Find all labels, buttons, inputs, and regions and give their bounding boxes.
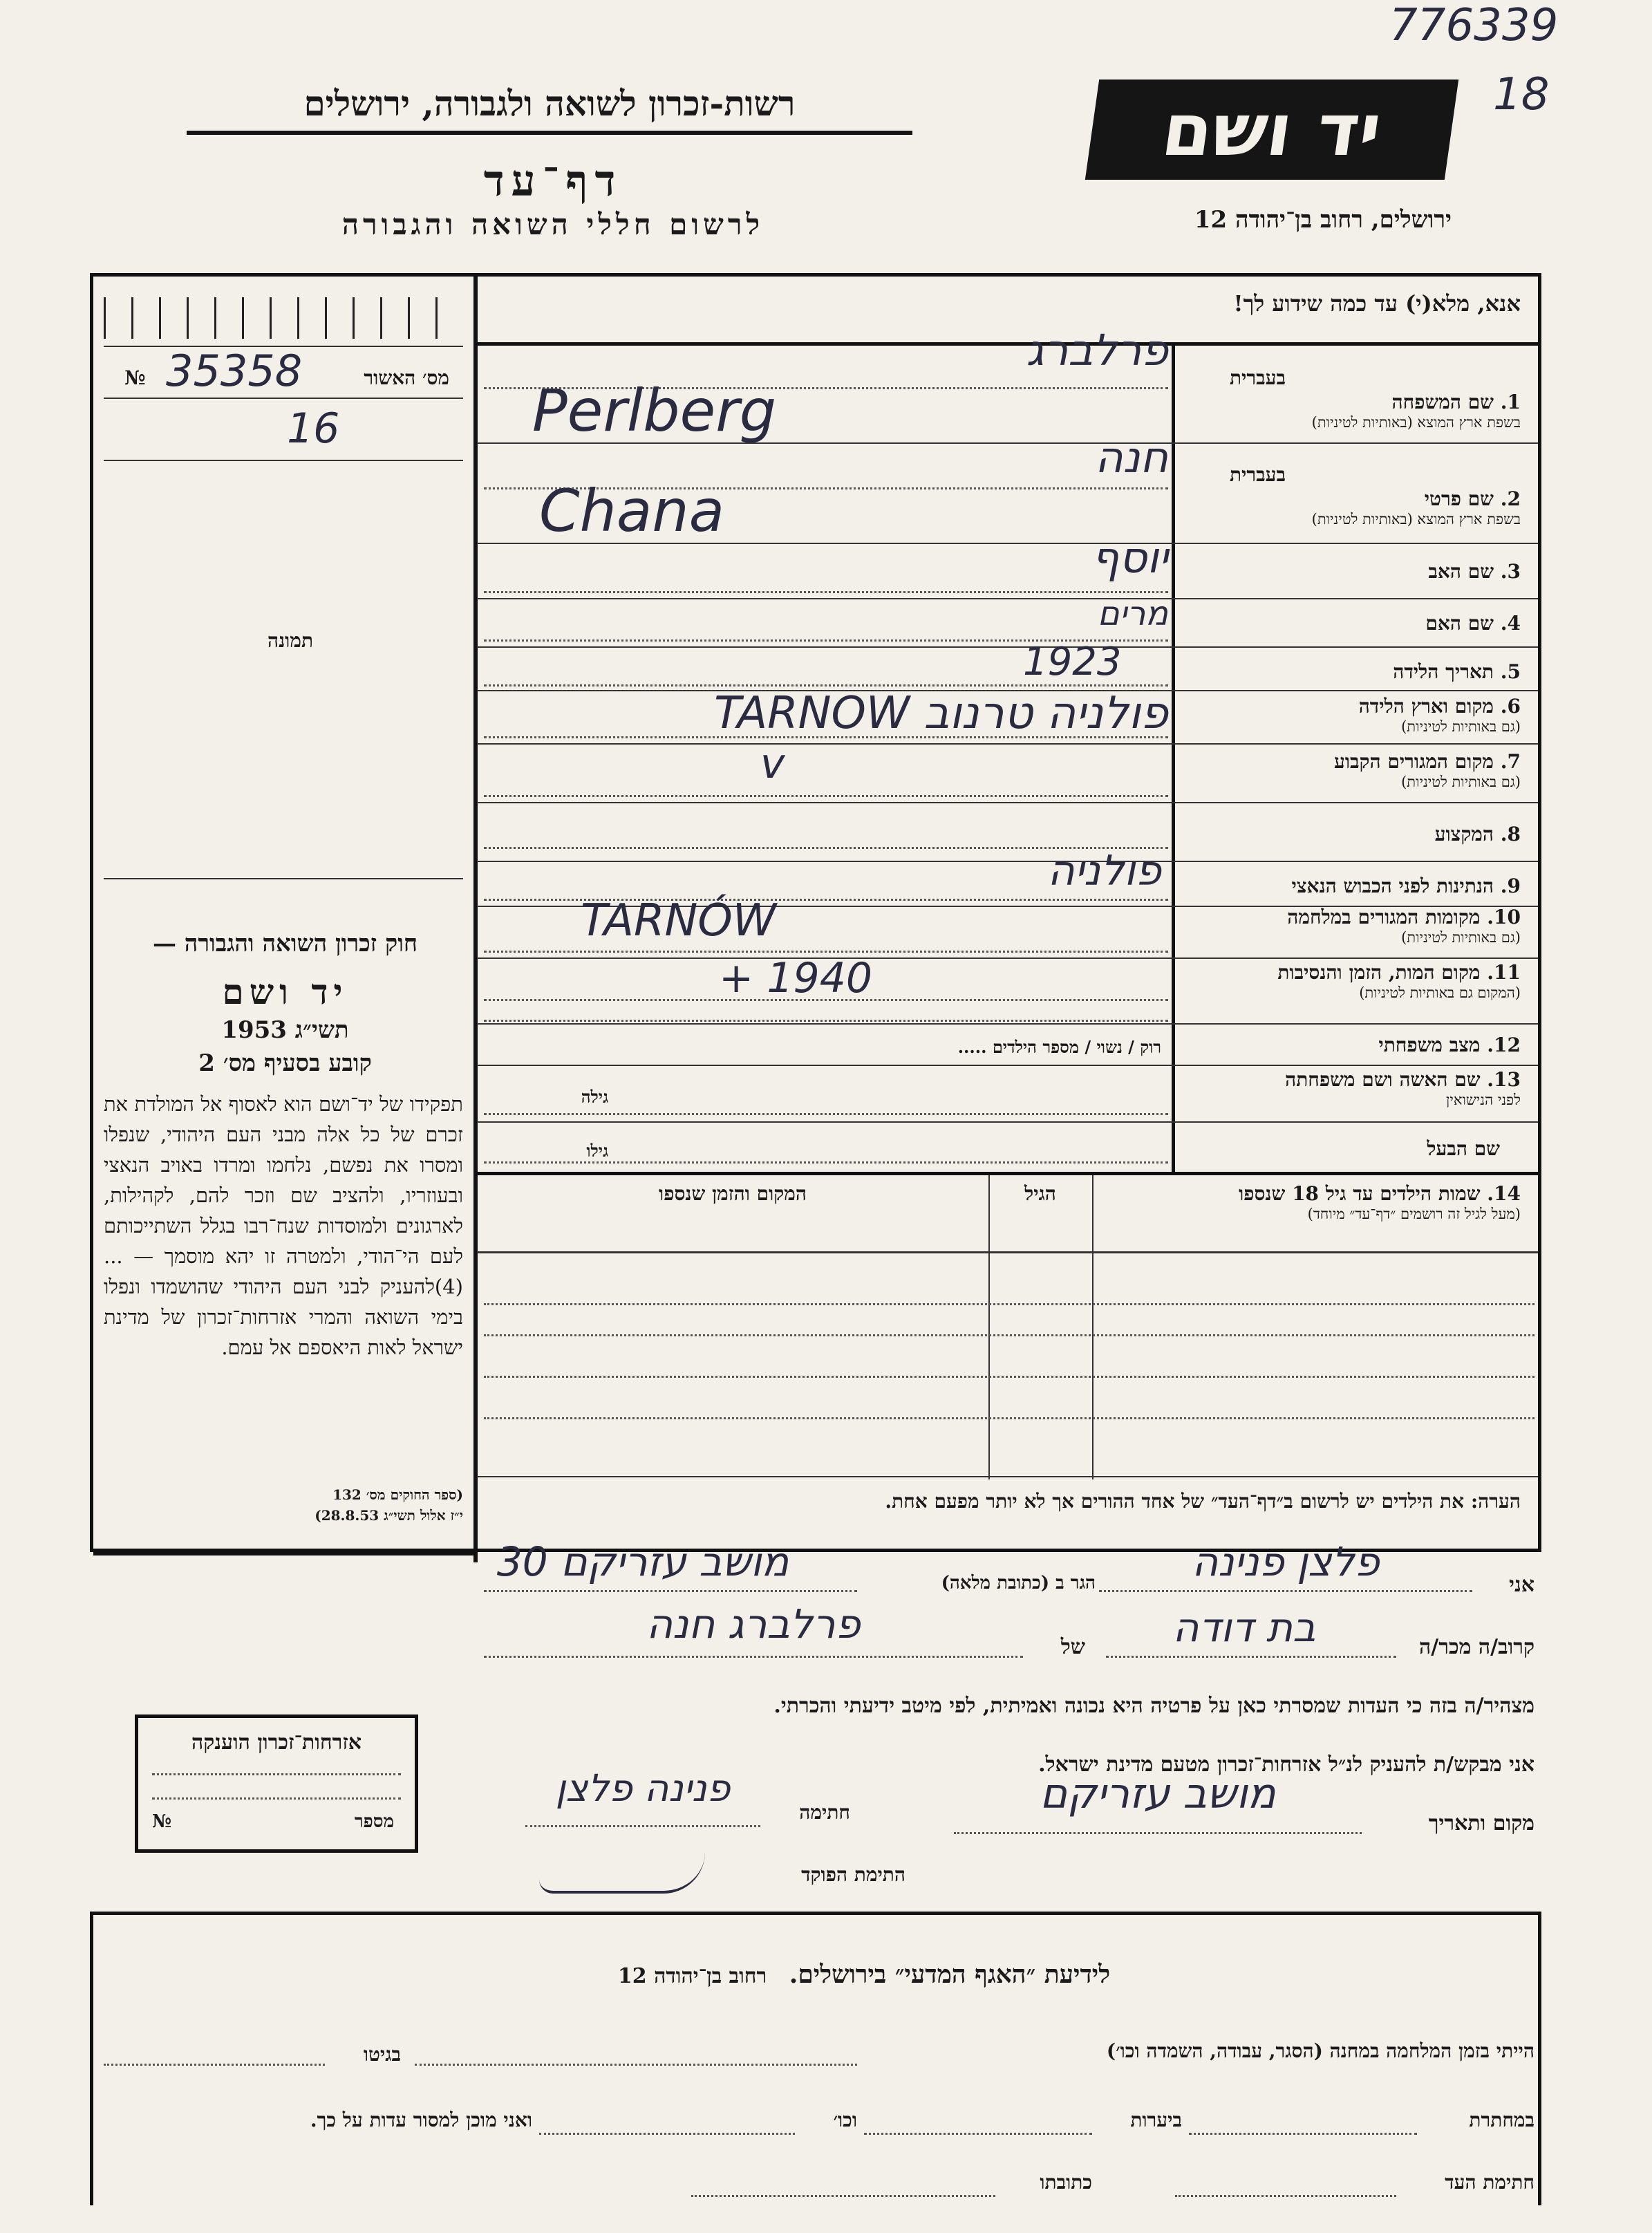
field-13-hint: לפני הנישואין: [1446, 1092, 1521, 1108]
field-first-name-he[interactable]: חנה: [1095, 432, 1168, 483]
field-wife-label: [1182, 1068, 1521, 1109]
field-12-number: 12.: [1487, 1034, 1521, 1056]
bottom-line3-a: חתימת העד: [1445, 2171, 1534, 2194]
field-1-label: שם המשפחה: [1391, 391, 1494, 413]
tick-header: [104, 297, 463, 339]
field-3-number: 3.: [1500, 560, 1521, 583]
signature-label: חתימה: [799, 1801, 850, 1824]
resides-value[interactable]: מושב עזריקם 30: [496, 1538, 789, 1585]
field-birth-date-label: [1182, 660, 1521, 684]
field-first-name-latin[interactable]: Chana: [539, 477, 725, 545]
left-panel-divider: [473, 277, 478, 1562]
resides-label: הגר ב (כתובת מלאה): [941, 1573, 1096, 1594]
memorial-box-title: אזרחות־זכרון הוענקה: [191, 1730, 362, 1755]
field-6-number: 6.: [1500, 695, 1521, 718]
field-4-number: 4.: [1500, 612, 1521, 635]
bottom-line2-b: ביערות: [1130, 2109, 1182, 2131]
bottom-line2-a: במחתרת: [1469, 2109, 1534, 2131]
relation-value[interactable]: בת דודה: [1172, 1604, 1316, 1651]
field-marital-value[interactable]: רוק / נשוי / מספר הילדים .....: [957, 1037, 1161, 1057]
form-subtitle: לרשום חללי השואה והגבורה: [341, 207, 764, 241]
photo-label: תמונה: [267, 629, 314, 652]
children-note: הערה: את הילדים יש לרשום ב״דף־העד״ של אחד ההורים אך לא יותר מפעם אחת.: [885, 1490, 1521, 1513]
officer-signature-mark: [539, 1842, 705, 1894]
of-value[interactable]: פרלברג חנה: [646, 1600, 861, 1647]
field-mother-name-label: [1182, 612, 1521, 635]
relation-label: קרוב/ה מכר/ה: [1419, 1635, 1534, 1659]
field-wartime-residence-label: [1182, 906, 1521, 946]
bottom-line2-d: ואני מוכן למסור עדות על כך.: [310, 2109, 532, 2131]
children-col-age: הגיל: [1024, 1182, 1056, 1205]
field-9-label: הנתינות לפני הכבוש הנאצי: [1291, 875, 1494, 897]
memorial-no-symbol: №: [152, 1811, 172, 1832]
field-husband-label: שם הבעל: [1427, 1137, 1500, 1160]
field-birth-date-value[interactable]: 1923: [1023, 639, 1122, 684]
archive-note: 18: [1493, 69, 1550, 120]
place-date-value[interactable]: מושב עזריקם: [1040, 1770, 1276, 1818]
field-residence-label: [1182, 750, 1521, 791]
declaration-statement: מצהיר/ה בזה כי העדות שמסרתי כאן על פרטיה היא נכונה ואמיתית, לפי מיטב ידיעתי והכרתי.: [773, 1694, 1534, 1718]
law-name: יד ושם: [222, 971, 348, 1012]
field-9-number: 9.: [1500, 875, 1521, 897]
field-wartime-residence-value[interactable]: TARNÓW: [581, 895, 776, 946]
bottom-title: [484, 1960, 1244, 1989]
yad-vashem-logo: [1085, 80, 1458, 180]
field-father-name-label: [1182, 560, 1521, 583]
field-family-name-label: [1182, 391, 1521, 431]
field-2-label: שם פרטי: [1424, 487, 1494, 510]
bottom-address: רחוב בן־יהודה 12: [617, 1964, 767, 1988]
registration-suffix: 16: [287, 404, 340, 453]
field-11-label: מקום המות, הזמן והנסיבות: [1277, 961, 1481, 984]
registration-label: מס׳ האשור: [364, 366, 449, 389]
field-13-label: שם האשה ושם משפחתה: [1285, 1068, 1481, 1091]
field-10-hint: (גם באותיות לטיניות): [1401, 929, 1521, 946]
field-first-name-label: [1182, 487, 1521, 528]
field-wife-value[interactable]: גילה: [581, 1087, 608, 1107]
law-reference-1: (ספר החוקים מס׳ 132: [332, 1486, 463, 1503]
children-title-text: שמות הילדים עד גיל 18 שנספו: [1239, 1182, 1481, 1205]
instructions: אנא, מלא(י) עד כמה שידוע לך!: [1233, 290, 1521, 317]
field-10-label: מקומות המגורים במלחמה: [1287, 906, 1481, 928]
field-5-label: תאריך הלידה: [1393, 660, 1494, 683]
bottom-line2-c: וכו׳: [833, 2109, 857, 2131]
field-1-hint: בשפת ארץ המוצא (באותיות לטיניות): [1311, 414, 1521, 431]
field-2-number: 2.: [1500, 487, 1521, 510]
form-title: דף־עד: [483, 156, 623, 206]
field-residence-value[interactable]: v: [760, 740, 785, 788]
children-col-place: המקום והזמן שנספו: [659, 1182, 807, 1205]
declarant-name[interactable]: פלצן פנינה: [1192, 1538, 1380, 1585]
signature-value[interactable]: פנינה פלצן: [555, 1766, 731, 1810]
bottom-title-text: לידיעת ״האגף המדעי״ בירושלים.: [789, 1960, 1111, 1989]
field-3-label: שם האב: [1428, 560, 1494, 583]
children-hint: (מעל לגיל זה רושמים ״דף־עד״ מיוחד): [1307, 1206, 1521, 1222]
field-13-number: 13.: [1487, 1068, 1521, 1091]
field-marital-label: [1182, 1034, 1521, 1057]
field-8-label: המקצוע: [1434, 823, 1494, 845]
field-birth-place-value[interactable]: פולניה טרנוב TARNOW: [714, 688, 1168, 739]
field-7-number: 7.: [1500, 750, 1521, 773]
field-7-hint: (גם באותיות לטיניות): [1401, 774, 1521, 790]
header-address: ירושלים, רחוב בן־יהודה 12: [1194, 206, 1452, 234]
field-1-number: 1.: [1500, 391, 1521, 413]
field-12-label: מצב משפחתי: [1378, 1034, 1481, 1056]
registration-number: 35358: [166, 346, 303, 396]
field-family-name-he-tag: בעברית: [1229, 366, 1286, 389]
field-first-name-he-tag: בעברית: [1229, 463, 1286, 486]
field-10-number: 10.: [1487, 906, 1521, 928]
archive-number: 776339: [1389, 0, 1559, 51]
institution-name: רשות-זכרון לשואה ולגבורה, ירושלים: [187, 83, 912, 135]
law-year: תשי״ג 1953: [221, 1016, 349, 1044]
field-family-name-he[interactable]: פרלברג: [1026, 325, 1168, 375]
declarant-label: אני: [1509, 1573, 1534, 1597]
field-11-hint: (המקום גם באותיות לטיניות): [1359, 984, 1521, 1001]
field-8-number: 8.: [1500, 823, 1521, 845]
field-mother-name-value[interactable]: מרים: [1097, 595, 1168, 633]
field-death-label: [1182, 961, 1521, 1002]
field-citizenship-label: [1182, 875, 1521, 898]
law-text: תפקידו של יד־ושם הוא לאסוף אל המולדת את זכרם של כל אלה מבני העם היהודי, שנפלו ומסרו את נפשם, נלחמו ומרדו באויב הנאצי ובעוזריו, ולהציב שם וזכר להם, לקהילות, לארגונים ולמוסדות שנח־רבו בגלל השתייכותם לעם הי־הודי, ולמטרה זו יהא מוסמך — ...(4)להעניק לבני העם היהודי שהושמדו ונפלו בימי השואה והמרי אזרחות־זכרון של מדינת ישראל לאות היאספם אל עמם.: [104, 1092, 463, 1359]
field-14-number: 14.: [1487, 1182, 1521, 1205]
field-2-hint: בשפת ארץ המוצא (באותיות לטיניות): [1311, 511, 1521, 527]
field-birth-place-label: [1182, 695, 1521, 736]
bottom-line3-b: כתובתו: [1040, 2171, 1092, 2194]
registration-no-symbol: №: [124, 366, 146, 389]
logo-text: יד ושם: [1156, 87, 1387, 172]
field-6-hint: (גם באותיות לטיניות): [1401, 718, 1521, 735]
memorial-citizenship-box: [135, 1715, 418, 1853]
field-4-label: שם האם: [1425, 612, 1494, 635]
left-panel-bottom-rule: [93, 1552, 477, 1555]
law-reference-2: י״ז אלול תשי״ג 28.8.53): [315, 1507, 463, 1524]
law-clause: קובע בסעיף מס׳ 2: [198, 1049, 372, 1077]
field-death-value[interactable]: + 1940: [719, 954, 873, 1002]
of-label: של: [1060, 1635, 1085, 1659]
field-5-number: 5.: [1500, 660, 1521, 683]
field-citizenship-value[interactable]: פולניה: [1047, 847, 1161, 895]
memorial-no-label: מספר: [354, 1811, 394, 1832]
field-family-name-latin[interactable]: Perlberg: [532, 377, 777, 445]
children-title: [1092, 1182, 1521, 1223]
field-profession-label: [1182, 823, 1521, 846]
bottom-line1-b: בגיטו: [363, 2043, 401, 2066]
field-11-number: 11.: [1487, 961, 1521, 984]
labels-divider: [1172, 346, 1175, 1175]
law-title: חוק זכרון השואה והגבורה —: [152, 930, 418, 957]
bottom-line1-a: הייתי בזמן המלחמה במחנה (הסגר, עבודה, השמדה וכו׳): [1106, 2039, 1534, 2062]
declaration-request: אני מבקש/ת להעניק לנ״ל אזרחות־זכרון מטעם מדינת ישראל.: [1038, 1753, 1534, 1777]
field-husband-value[interactable]: גילו: [586, 1141, 608, 1161]
place-date-label: מקום ותאריך: [1428, 1811, 1534, 1835]
field-7-label: מקום המגורים הקבוע: [1334, 750, 1494, 773]
field-father-name-value[interactable]: יוסף: [1091, 532, 1168, 583]
field-6-label: מקום וארץ הלידה: [1358, 695, 1494, 718]
officer-signature-label: התימת הפוקד: [801, 1863, 905, 1886]
